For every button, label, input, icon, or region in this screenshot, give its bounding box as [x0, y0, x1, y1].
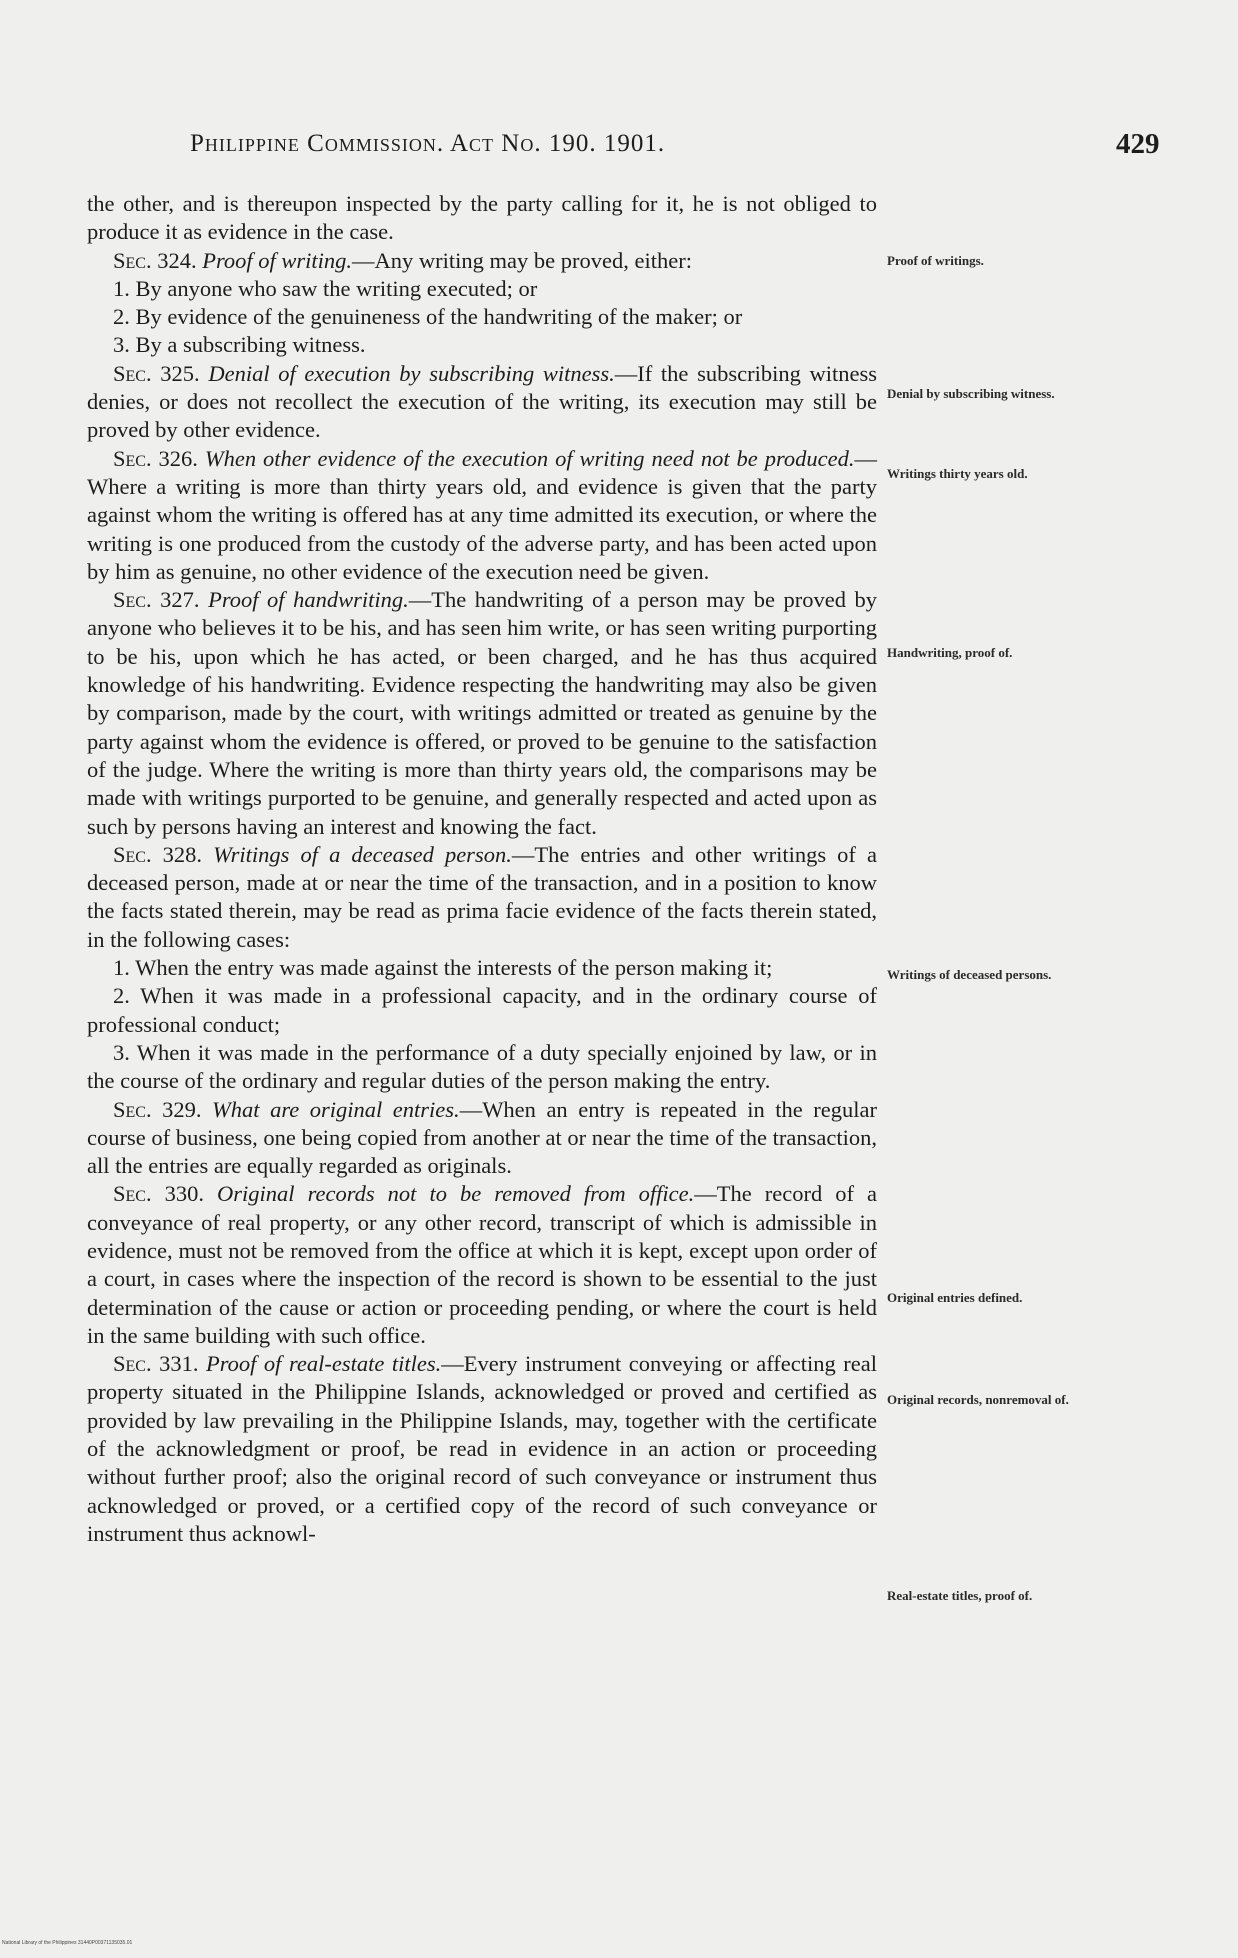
list-item: 1. When the entry was made against the interests of the person making it; — [113, 955, 773, 981]
section-title: When other evidence of the execution of writing need not be produced. — [204, 445, 855, 471]
side-note: Denial by subscribing witness. — [887, 386, 1055, 401]
section-text: —Any writing may be proved, either: — [352, 247, 692, 273]
list-item: 2. When it was made in a professional capacity, and in the ordinary course of professional conduct; — [87, 983, 877, 1037]
list-item: 3. By a subscribing witness. — [113, 332, 366, 358]
section-title: Original records not to be removed from office. — [217, 1181, 695, 1207]
section-title: What are original entries. — [212, 1096, 460, 1122]
section-text: —The record of a conveyance of real property, or any other record, transcript of which is admissible in evidence, must not be removed from the office at which it is kept, except upon order of a court, in cases where the inspection of the record is shown to be essential to the just determination of the cause or action or proceeding pending, or where the court is held in the same building with such office. — [87, 1181, 877, 1348]
section-title: Denial of execution by subscribing witness. — [208, 360, 615, 386]
section-328 — [87, 841, 877, 954]
section-number: Sec. 328. — [113, 841, 203, 867]
section-number: Sec. 325. — [113, 360, 200, 386]
section-text: —The handwriting of a person may be proved by anyone who believes it to be his, and has seen him write, or has seen writing purporting to be his, upon which he has acted, or been charged, and he has thus acquired knowledge of his handwriting. Evidence respecting the handwriting may also be given by comparison, made by the court, with writings admitted or treated as genuine by the party against whom the evidence is offered, or proved to be genuine to the satisfaction of the judge. Where the writing is more than thirty years old, the comparisons may be made with writings purported to be genuine, and generally respected and acted upon as such by persons having an interest and knowing the fact. — [87, 587, 878, 839]
list-item: 2. By evidence of the genuineness of the handwriting of the maker; or — [113, 304, 743, 330]
section-title: Writings of a deceased person. — [213, 841, 512, 867]
section-330 — [87, 1180, 877, 1350]
side-note: Writings of deceased persons. — [887, 967, 1052, 982]
running-header: Philippine Commission. Act No. 190. 1901. — [190, 130, 666, 157]
section-329 — [87, 1096, 877, 1181]
section-327 — [87, 586, 877, 841]
side-note: Handwriting, proof of. — [887, 645, 1013, 660]
section-text: —Every instrument conveying or affecting real property situated in the Philippine Islands, acknowledged or proved and certified as provided by law prevailing in the Philippine Islands, may, together with the certificate of the acknowledgment or proof, be read in evidence in an action or proceeding without further proof; also the original record of such conveyance or instrument thus acknowledged or proved, or a certified copy of the record of such conveyance or instrument thus acknowl- — [87, 1351, 877, 1546]
section-number: Sec. 330. — [113, 1181, 204, 1207]
section-number: Sec. 329. — [113, 1096, 202, 1122]
section-number: Sec. 327. — [113, 587, 200, 613]
main-text — [87, 190, 877, 1548]
section-325 — [87, 360, 877, 445]
side-note: Real-estate titles, proof of. — [887, 1588, 1033, 1603]
side-note: Proof of writings. — [887, 253, 984, 268]
page-number: 429 — [1116, 128, 1160, 160]
section-number: Sec. 324. — [113, 247, 197, 273]
section-324 — [87, 247, 877, 275]
section-text: —The entries and other writings of a deceased person, made at or near the time of the transaction, and in a position to know the facts stated therein, may be read as prima facie evidence of the facts therein stated, in the following cases: — [87, 841, 877, 952]
section-326 — [87, 445, 877, 586]
side-note: Writings thirty years old. — [887, 466, 1028, 481]
side-note: Original records, nonremoval of. — [887, 1392, 1069, 1407]
scan-footer: National Library of the Philippines 31440P00371135035.01 — [2, 1940, 133, 1946]
section-331 — [87, 1350, 877, 1548]
section-text: —Where a writing is more than thirty years old, and evidence is given that the party against whom the writing is offered has at any time admitted its execution, or where the writing is one produced from the custody of the adverse party, and has been acted upon by him as genuine, no other evidence of the execution need be given. — [87, 445, 877, 584]
section-text: —If the subscribing witness denies, or does not recollect the execution of the writing, its execution may still be proved by other evidence. — [87, 360, 878, 443]
section-number: Sec. 331. — [113, 1351, 199, 1377]
section-text: —When an entry is repeated in the regular course of business, one being copied from another at or near the time of the transaction, all the entries are equally regarded as originals. — [87, 1096, 878, 1179]
section-number: Sec. 326. — [113, 445, 198, 471]
list-item: 3. When it was made in the performance of a duty specially enjoined by law, or in the course of the ordinary and regular duties of the person making the entry. — [87, 1039, 877, 1094]
side-note: Original entries defined. — [887, 1290, 1023, 1305]
paragraph-continuation: the other, and is thereupon inspected by the party calling for it, he is not obliged to produce it as evidence in the case. — [87, 191, 877, 245]
section-title: Proof of handwriting. — [208, 587, 409, 613]
list-item: 1. By anyone who saw the writing executed; or — [113, 275, 538, 301]
section-title: Proof of writing. — [202, 247, 353, 273]
section-title: Proof of real-estate titles. — [206, 1351, 442, 1377]
